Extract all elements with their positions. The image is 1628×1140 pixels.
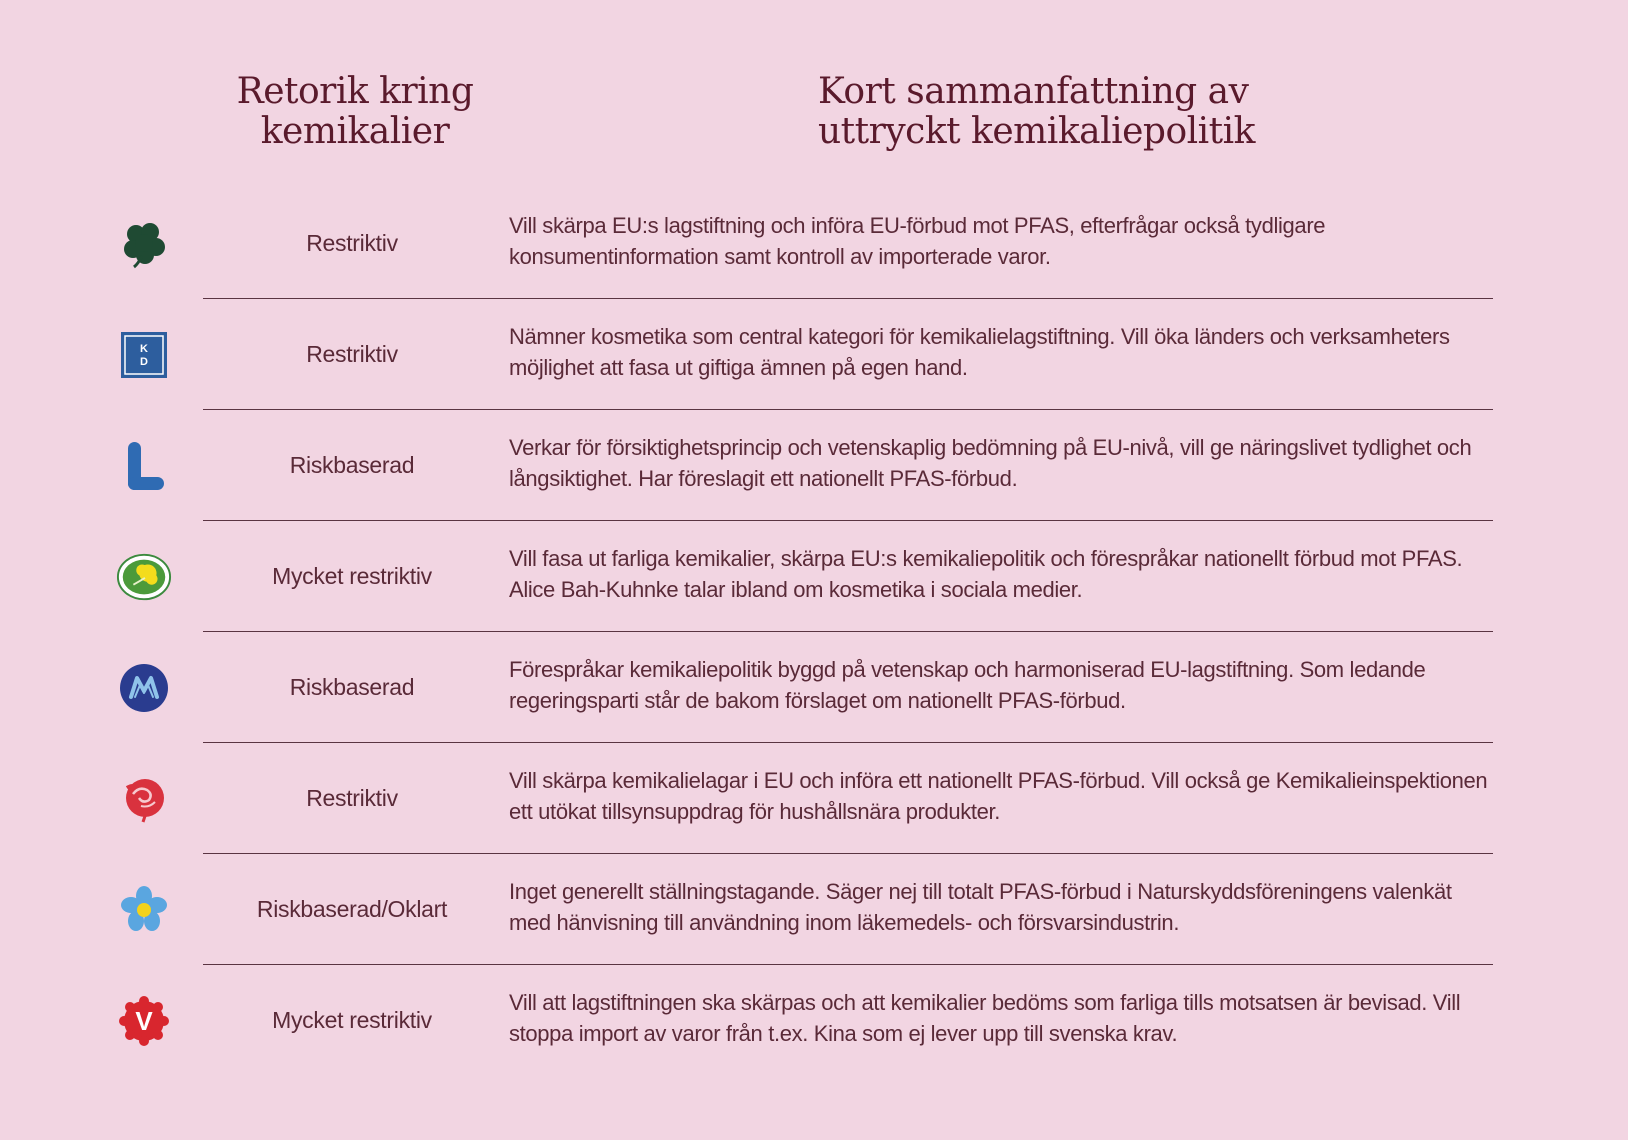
table-row — [0, 188, 1628, 299]
rhetoric-value: Riskbaserad — [289, 452, 415, 478]
rhetoric-value: Mycket restriktiv — [272, 563, 432, 589]
table-row — [0, 521, 1628, 632]
table-row — [0, 410, 1628, 521]
summary-header-line2: uttryckt kemikaliepolitik — [818, 111, 1255, 152]
svg-text:K: K — [140, 343, 148, 355]
summary-column-header — [760, 72, 1260, 152]
blue-flower-icon — [116, 882, 172, 938]
svg-text:V: V — [135, 1006, 153, 1036]
summary-text: Inget generellt ställningstagande. Säger nej till totalt PFAS-förbud i Naturskyddsföreningens valenkät med hänvisning till användning inom läkemedels- och försvarsindustrin. — [509, 879, 1452, 935]
rhetoric-header-line2: kemikalier — [260, 111, 450, 152]
v-logo-icon — [116, 993, 172, 1049]
rhetoric-header-line1: Retorik kring — [236, 71, 474, 112]
table-row — [0, 743, 1628, 854]
summary-text: Vill fasa ut farliga kemikalier, skärpa EU:s kemikaliepolitik och förespråkar nationellt förbud mot PFAS. Alice Bah-Kuhnke talar ibland om kosmetika i sociala medier. — [509, 546, 1463, 602]
rhetoric-value: Restriktiv — [306, 230, 398, 256]
svg-text:D: D — [140, 356, 148, 368]
summary-text: Vill skärpa EU:s lagstiftning och införa EU-förbud mot PFAS, efterfrågar också tydligare konsumentinformation samt kontroll av importerade varor. — [509, 213, 1326, 269]
rhetoric-value: Riskbaserad — [289, 674, 415, 700]
summary-text: Vill att lagstiftningen ska skärpas och att kemikalier bedöms som farliga tills motsatsen är bevisad. Vill stoppa import av varor från t.ex. Kina som ej lever upp till svenska krav. — [509, 990, 1461, 1046]
clover-icon — [116, 216, 172, 272]
summary-text: Vill skärpa kemikalielagar i EU och införa ett nationellt PFAS-förbud. Vill också ge Kemikalieinspektionen ett utökat tillsynsuppdrag för hushållsnära produkter. — [509, 768, 1488, 824]
table-row — [0, 299, 1628, 410]
rose-icon — [116, 771, 172, 827]
rhetoric-value: Mycket restriktiv — [272, 1007, 432, 1033]
kd-logo-icon — [116, 327, 172, 383]
table-row — [0, 632, 1628, 743]
summary-text: Nämner kosmetika som central kategori för kemikalielagstiftning. Vill öka länders och verksamheters möjlighet att fasa ut giftiga ämnen på egen hand. — [509, 324, 1450, 380]
rhetoric-value: Restriktiv — [306, 341, 398, 367]
rhetoric-value: Riskbaserad/Oklart — [256, 896, 448, 922]
rhetoric-value: Restriktiv — [306, 785, 398, 811]
summary-text: Verkar för försiktighetsprincip och vetenskaplig bedömning på EU-nivå, vill ge näringslivet tydlighet och långsiktighet. Har föreslagit ett nationellt PFAS-förbud. — [509, 435, 1472, 491]
rhetoric-column-header — [205, 72, 505, 152]
table-row — [0, 965, 1628, 1076]
summary-header-line1: Kort sammanfattning av — [818, 71, 1249, 112]
summary-text: Förespråkar kemikaliepolitik byggd på vetenskap och harmoniserad EU-lagstiftning. Som ledande regeringsparti står de bakom förslaget om nationellt PFAS-förbud. — [509, 657, 1426, 713]
party-table — [0, 188, 1628, 1076]
l-logo-icon — [116, 438, 172, 494]
dandelion-icon — [116, 549, 172, 605]
table-row — [0, 854, 1628, 965]
m-logo-icon — [116, 660, 172, 716]
